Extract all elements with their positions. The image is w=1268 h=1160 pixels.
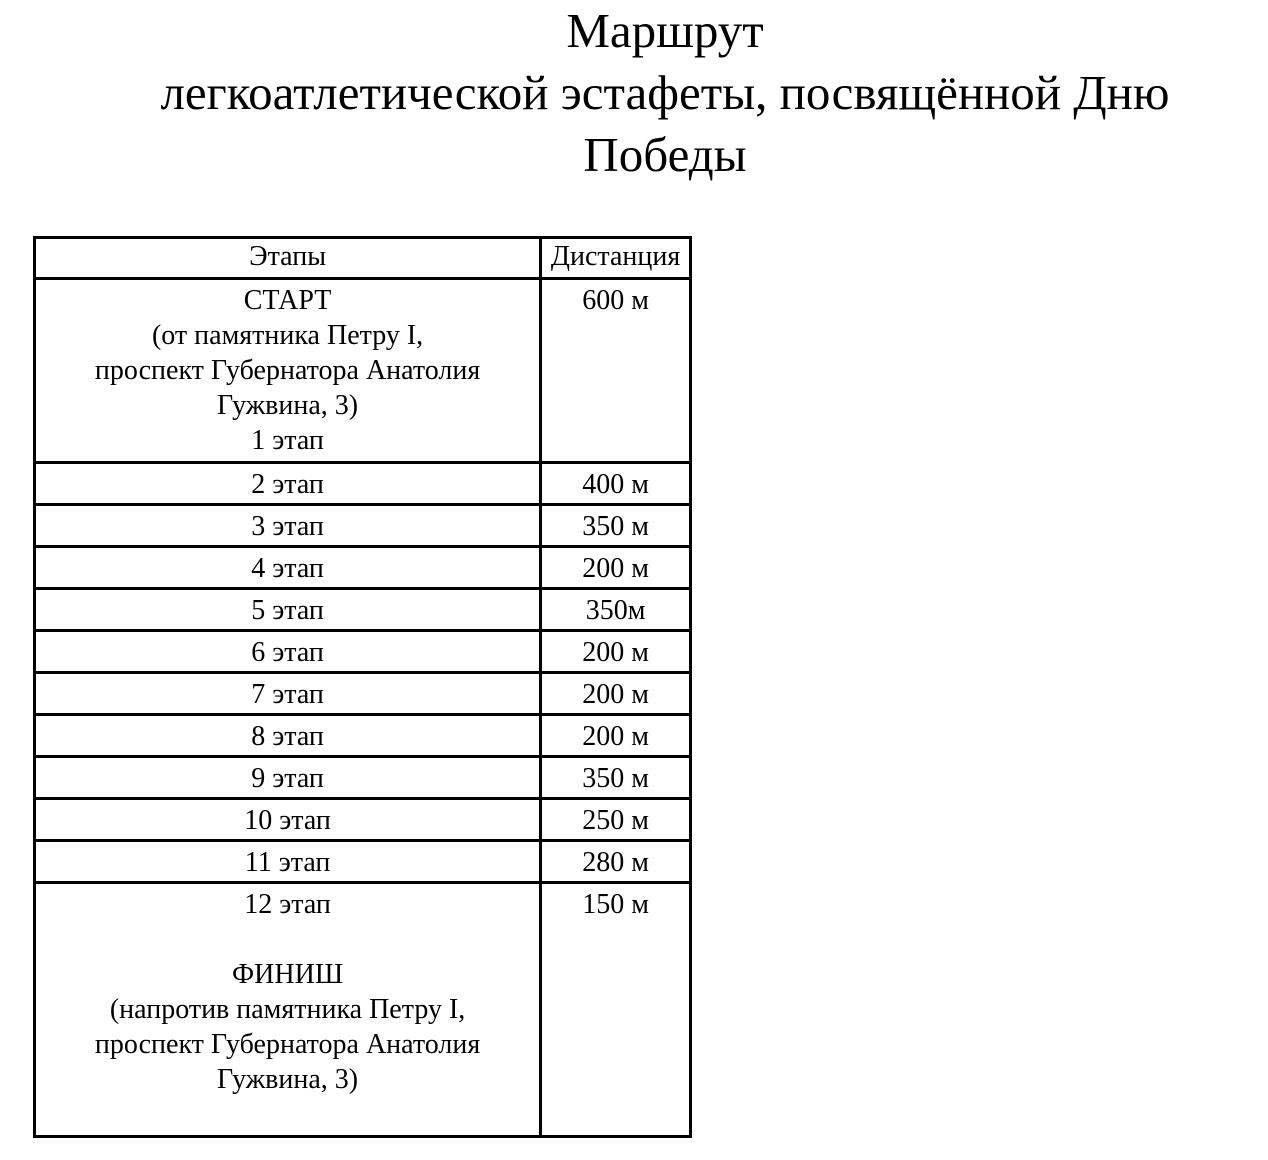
distance-cell: 250 м bbox=[541, 799, 691, 841]
table-row bbox=[35, 673, 691, 715]
start-location-line-1: (от памятника Петру I, bbox=[151, 320, 424, 351]
distance-cell-start: 600 м bbox=[541, 279, 691, 463]
table-row bbox=[35, 505, 691, 547]
stage-cell: 6 этап bbox=[35, 631, 541, 673]
route-table bbox=[33, 236, 692, 1138]
page-title bbox=[110, 0, 1220, 186]
start-location-line-2: проспект Губернатора Анатолия bbox=[94, 355, 481, 386]
title-line-3: Победы bbox=[583, 127, 747, 182]
stage-12-label: 12 этап bbox=[244, 889, 331, 920]
distance-cell-finish: 150 м bbox=[541, 883, 691, 1137]
stage-cell: 11 этап bbox=[35, 841, 541, 883]
table-row-start bbox=[35, 279, 691, 463]
table-row bbox=[35, 547, 691, 589]
stage-cell: 8 этап bbox=[35, 715, 541, 757]
stage-cell: 4 этап bbox=[35, 547, 541, 589]
table-row bbox=[35, 589, 691, 631]
table-row bbox=[35, 757, 691, 799]
table-row bbox=[35, 463, 691, 505]
start-label: СТАРТ bbox=[243, 285, 332, 316]
table-row bbox=[35, 715, 691, 757]
stage-cell: 3 этап bbox=[35, 505, 541, 547]
stage-cell-start bbox=[35, 279, 541, 463]
stage-cell: 2 этап bbox=[35, 463, 541, 505]
stage-cell-finish bbox=[35, 883, 541, 1137]
finish-location-line-3: Гужвина, 3) bbox=[217, 1064, 359, 1095]
distance-cell: 200 м bbox=[541, 631, 691, 673]
header-distance: Дистанция bbox=[541, 238, 691, 279]
distance-cell: 280 м bbox=[541, 841, 691, 883]
stage-cell: 5 этап bbox=[35, 589, 541, 631]
distance-cell: 200 м bbox=[541, 547, 691, 589]
distance-cell: 400 м bbox=[541, 463, 691, 505]
blank-line bbox=[36, 922, 539, 957]
distance-cell: 200 м bbox=[541, 715, 691, 757]
table-row bbox=[35, 799, 691, 841]
finish-location-line-1: (напротив памятника Петру I, bbox=[109, 994, 466, 1025]
header-stages: Этапы bbox=[35, 238, 541, 279]
stage-cell: 10 этап bbox=[35, 799, 541, 841]
finish-label: ФИНИШ bbox=[232, 959, 344, 990]
distance-cell: 350 м bbox=[541, 757, 691, 799]
table-header-row bbox=[35, 238, 691, 279]
start-location-line-3: Гужвина, 3) bbox=[217, 390, 359, 421]
table-row-finish bbox=[35, 883, 691, 1137]
title-line-2: легкоатлетической эстафеты, посвящённой Дню bbox=[160, 65, 1170, 120]
stage-cell: 9 этап bbox=[35, 757, 541, 799]
stage-1-label: 1 этап bbox=[251, 425, 324, 456]
title-line-1: Маршрут bbox=[566, 3, 764, 58]
distance-cell: 350 м bbox=[541, 505, 691, 547]
distance-cell: 200 м bbox=[541, 673, 691, 715]
stage-cell: 7 этап bbox=[35, 673, 541, 715]
finish-location-line-2: проспект Губернатора Анатолия bbox=[94, 1029, 481, 1060]
distance-cell: 350м bbox=[541, 589, 691, 631]
table-row bbox=[35, 841, 691, 883]
table-row bbox=[35, 631, 691, 673]
